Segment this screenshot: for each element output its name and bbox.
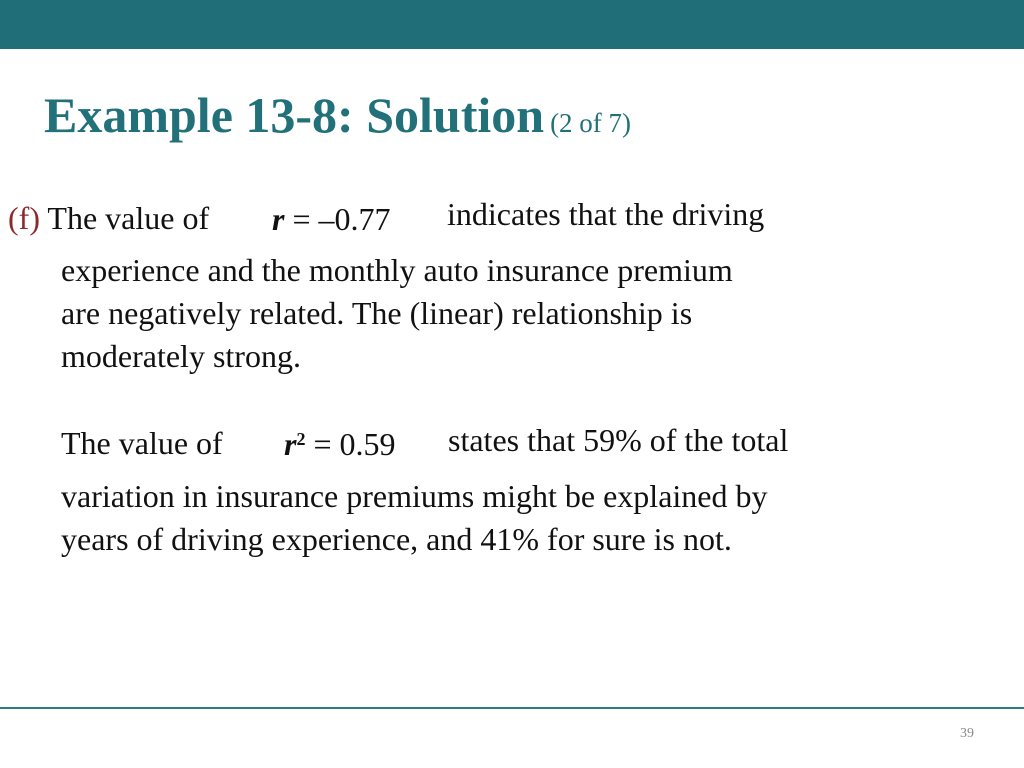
para-f-lead: The value of (47, 200, 210, 236)
header-band (0, 0, 1024, 49)
para-f-line: moderately strong. (61, 338, 301, 374)
item-marker-f: (f) (8, 200, 40, 236)
equation-r-variable: r (272, 201, 285, 237)
para-r2-line: years of driving experience, and 41% for sure is not. (61, 521, 732, 557)
para-f-body (61, 249, 733, 378)
equation-r2-exponent: 2 (296, 429, 306, 449)
equation-r2 (284, 428, 396, 460)
para-r2-after: states that 59% of the total (448, 422, 789, 458)
page-number: 39 (960, 726, 974, 741)
slide-title-text: Example 13-8: Solution (44, 87, 545, 143)
para-f-line: experience and the monthly auto insurance premium (61, 252, 733, 288)
equation-r2-variable: r (284, 426, 297, 462)
para-r2-line: variation in insurance premiums might be explained by (61, 478, 768, 514)
para-f-after: indicates that the driving (447, 196, 765, 232)
equation-r (272, 203, 391, 235)
para-f-first-line (8, 202, 209, 234)
footer-rule (0, 707, 1024, 709)
para-f-line: are negatively related. The (linear) relationship is (61, 295, 693, 331)
equation-r2-value: = 0.59 (313, 426, 396, 462)
slide-title-counter: (2 of 7) (550, 108, 632, 138)
slide-title (44, 87, 632, 143)
para-r2-body (61, 475, 767, 561)
para-r2-lead: The value of (61, 425, 223, 461)
equation-r-value: = –0.77 (292, 201, 391, 237)
